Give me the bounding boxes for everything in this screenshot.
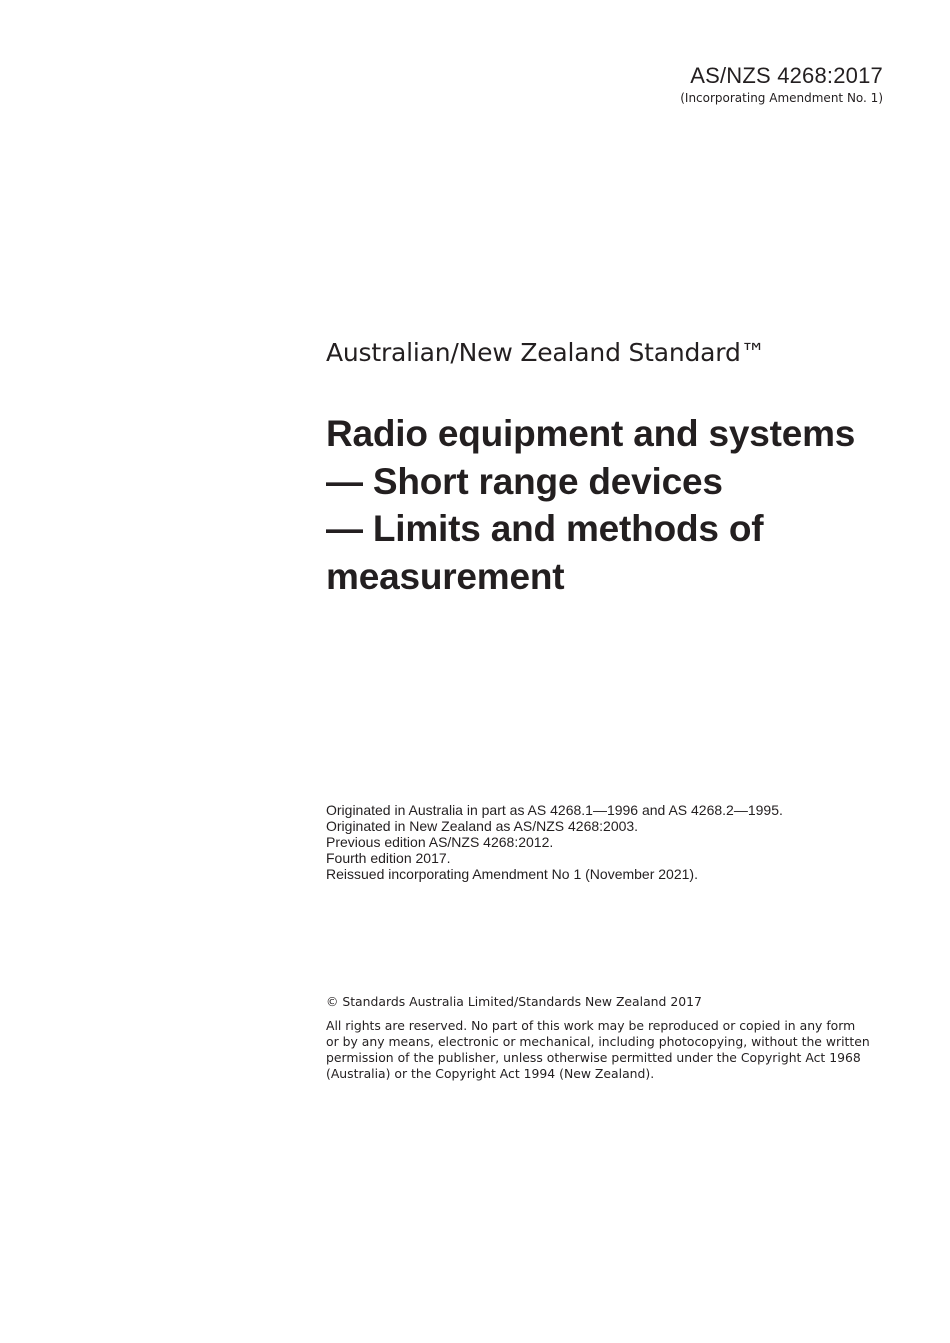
rights-line: All rights are reserved. No part of this work may be reproduced or copied in any form — [326, 1018, 856, 1033]
standard-type: Australian/New Zealand Standard™ — [326, 338, 766, 367]
title-line: — Limits and methods of — [326, 508, 764, 549]
history-line: Originated in New Zealand as AS/NZS 4268:2003. — [326, 818, 639, 834]
document-header — [680, 62, 883, 106]
copyright-notice: © Standards Australia Limited/Standards New Zealand 2017 — [326, 994, 702, 1009]
title-line: Radio equipment and systems — [326, 413, 856, 454]
edition-history — [326, 802, 926, 882]
history-line: Reissued incorporating Amendment No 1 (November 2021). — [326, 866, 698, 882]
history-line: Originated in Australia in part as AS 4268.1—1996 and AS 4268.2—1995. — [326, 802, 783, 818]
rights-line: or by any means, electronic or mechanical, including photocopying, without the written — [326, 1034, 870, 1049]
title-line: — Short range devices — [326, 460, 723, 502]
amendment-note: (Incorporating Amendment No. 1) — [680, 91, 883, 105]
history-line: Previous edition AS/NZS 4268:2012. — [326, 834, 554, 850]
rights-statement — [326, 1018, 926, 1082]
rights-line: permission of the publisher, unless otherwise permitted under the Copyright Act 1968 — [326, 1050, 861, 1065]
title-line: measurement — [326, 555, 565, 597]
rights-line: (Australia) or the Copyright Act 1994 (New Zealand). — [326, 1066, 655, 1081]
standard-number: AS/NZS 4268:2017 — [690, 63, 883, 88]
history-line: Fourth edition 2017. — [326, 850, 451, 866]
document-title — [326, 410, 926, 600]
